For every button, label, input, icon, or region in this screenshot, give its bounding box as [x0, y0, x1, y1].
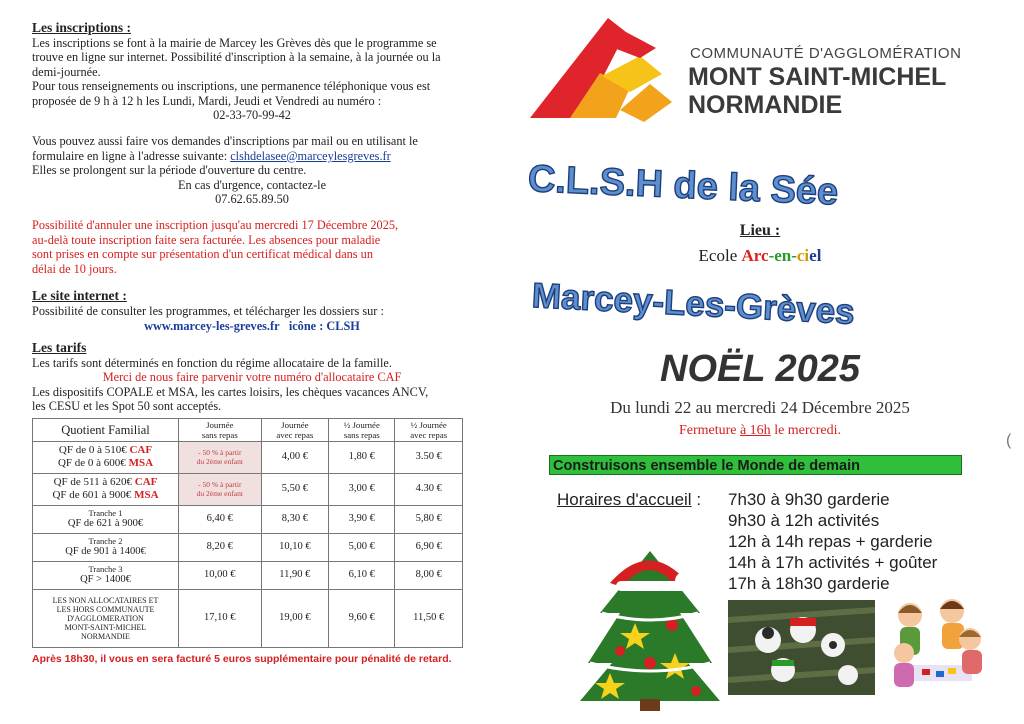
info-column	[32, 20, 472, 666]
table-cell: 1,80 €	[329, 441, 395, 473]
table-row	[33, 561, 463, 589]
event-dates: Du lundi 22 au mercredi 24 Décembre 2025	[610, 398, 910, 417]
logo-line-3: NORMANDIE	[688, 91, 843, 119]
tarifs-line: les CESU et les Spot 50 sont acceptés.	[32, 399, 222, 414]
table-cell: 17,10 €	[179, 589, 262, 647]
hours-line: 17h à 18h30 garderie	[728, 574, 890, 593]
closing-notice: Fermeture à 16h le mercredi.	[678, 423, 842, 438]
late-penalty-note: Après 18h30, il vous en sera facturé 5 euros supplémentaire pour pénalité de retard.	[32, 652, 452, 665]
table-cell: 19,00 €	[261, 589, 329, 647]
school-name: Arc-en-ciel	[741, 246, 822, 265]
lieu-label: Lieu :	[739, 222, 781, 239]
theme-banner: Construisons ensemble le Monde de demain	[549, 455, 962, 475]
table-cell: 11,50 €	[395, 589, 463, 647]
email-link[interactable]: clshdelasee@marceylesgreves.fr	[230, 148, 391, 163]
table-cell: Tranche 2 QF de 901 à 1400€	[33, 533, 179, 561]
site-heading: Le site internet :	[32, 288, 127, 304]
tarifs-line: Les dispositifs COPALE et MSA, les cartes loisirs, les chèques vacances ANCV,	[32, 384, 429, 399]
annulation-line: sont prises en compte sur présentation d'un certificat médical dans un	[32, 247, 373, 262]
hours-line: 12h à 14h repas + garderie	[728, 532, 933, 551]
annulation-line: au-delà toute inscription faite sera facturée. Les absences pour maladie	[32, 232, 381, 247]
caf-line: Merci de nous faire parvenir votre numéro d'allocataire CAF	[102, 370, 402, 385]
site-url-line	[32, 319, 472, 333]
inscriptions-line: Pour tous renseignements ou inscriptions, une permanence téléphonique vous est	[32, 79, 431, 94]
table-header: ½ Journée avec repas	[395, 418, 463, 441]
table-cell: 5,00 €	[329, 533, 395, 561]
table-cell: Tranche 3 QF > 1400€	[33, 561, 179, 589]
table-header-row	[33, 418, 463, 441]
inscriptions-line: demi-journée.	[32, 64, 101, 79]
annulation-notice	[32, 218, 472, 276]
period-line: Elles se prolongent sur la période d'ouverture du centre.	[32, 163, 307, 178]
discount-cell: - 50 % à partir du 2ème enfant	[179, 441, 262, 473]
table-cell: 6,40 €	[179, 505, 262, 533]
table-row	[33, 441, 463, 473]
hours-label: Horaires d'accueil :	[557, 490, 702, 509]
table-cell: 3,00 €	[329, 473, 395, 505]
logo-line-2: MONT SAINT-MICHEL	[688, 63, 947, 91]
table-row	[33, 473, 463, 505]
inscriptions-heading: Les inscriptions :	[32, 20, 132, 35]
phone-number: 02-33-70-99-42	[213, 108, 291, 123]
table-row	[33, 533, 463, 561]
event-title: C.L.S.H de la Sée	[527, 158, 840, 214]
logo-line-1: COMMUNAUTÉ D'AGGLOMÉRATION	[690, 45, 962, 62]
hours-line: 7h30 à 9h30 garderie	[728, 490, 890, 509]
table-cell: 10,10 €	[261, 533, 329, 561]
discount-cell: - 50 % à partir du 2ème enfant	[179, 473, 262, 505]
hours-line: 14h à 17h activités + goûter	[728, 553, 938, 572]
table-cell: 9,60 €	[329, 589, 395, 647]
table-cell: QF de 511 à 620€ CAF QF de 601 à 900€ MSA	[33, 473, 179, 505]
children-playing-icon	[882, 595, 992, 695]
lieu-value: Ecole Arc-en-ciel	[698, 246, 822, 265]
inscriptions-line: trouve en ligne sur internet. Possibilité d'inscription à la semaine, à la journée ou la	[32, 50, 441, 65]
table-header: Journée sans repas	[179, 418, 262, 441]
logo-mark-icon	[530, 18, 680, 128]
table-cell: 5,80 €	[395, 505, 463, 533]
site-line: Possibilité de consulter les programmes, et télécharger les dossiers sur :	[32, 304, 384, 319]
table-cell: Tranche 1 QF de 621 à 900€	[33, 505, 179, 533]
ornaments-photo	[728, 600, 875, 695]
agglomeration-logo	[530, 18, 990, 128]
table-cell: LES NON ALLOCATAIRES ET LES HORS COMMUNAUTE D'AGGLOMERATION MONT-SAINT-MICHEL NORMANDIE	[33, 589, 179, 647]
tarifs-heading: Les tarifs	[32, 339, 87, 355]
mail-line: Vous pouvez aussi faire vos demandes d'inscriptions par mail ou en utilisant le	[32, 134, 418, 149]
annulation-line: délai de 10 jours.	[32, 261, 117, 276]
christmas-tree-icon	[580, 523, 720, 713]
season-title: NOËL 2025	[660, 348, 860, 390]
town-title: Marcey-Les-Grèves	[531, 276, 856, 332]
site-url-link[interactable]: www.marcey-les-greves.fr	[144, 318, 280, 333]
table-cell: 5,50 €	[261, 473, 329, 505]
margin-mark: (	[1006, 432, 1012, 449]
table-cell: 8,00 €	[395, 561, 463, 589]
inscriptions-line: proposée de 9 h à 12 h les Lundi, Mardi, Jeudi et Vendredi au numéro :	[32, 93, 382, 108]
table-row	[33, 589, 463, 647]
hours-line: 9h30 à 12h activités	[728, 511, 880, 530]
table-cell: 6,10 €	[329, 561, 395, 589]
table-cell: 4,00 €	[261, 441, 329, 473]
table-cell: 4.30 €	[395, 473, 463, 505]
tarifs-line: Les tarifs sont déterminés en fonction du régime allocataire de la famille.	[32, 355, 392, 370]
site-icon-text: icône : CLSH	[288, 318, 360, 333]
table-cell: QF de 0 à 510€ CAF QF de 0 à 600€ MSA	[33, 441, 179, 473]
table-cell: 10,00 €	[179, 561, 262, 589]
table-cell: 11,90 €	[261, 561, 329, 589]
inscriptions-line: Les inscriptions se font à la mairie de Marcey les Grèves dès que le programme se	[32, 36, 437, 50]
table-header: ½ Journée sans repas	[329, 418, 395, 441]
urgence-line: En cas d'urgence, contactez-le	[177, 177, 327, 192]
tarifs-table	[32, 418, 463, 648]
annulation-line: Possibilité d'annuler une inscription jusqu'au mercredi 17 Décembre 2025,	[32, 218, 399, 233]
mail-prefix: formulaire en ligne à l'adresse suivante:	[32, 148, 231, 163]
table-cell: 3,90 €	[329, 505, 395, 533]
table-cell: 8,20 €	[179, 533, 262, 561]
urgence-phone: 07.62.65.89.50	[215, 192, 289, 207]
table-header: Quotient Familial	[33, 418, 179, 441]
table-cell: 6,90 €	[395, 533, 463, 561]
mail-line	[32, 149, 472, 163]
table-row	[33, 505, 463, 533]
table-header: Journée avec repas	[261, 418, 329, 441]
table-cell: 3.50 €	[395, 441, 463, 473]
table-cell: 8,30 €	[261, 505, 329, 533]
